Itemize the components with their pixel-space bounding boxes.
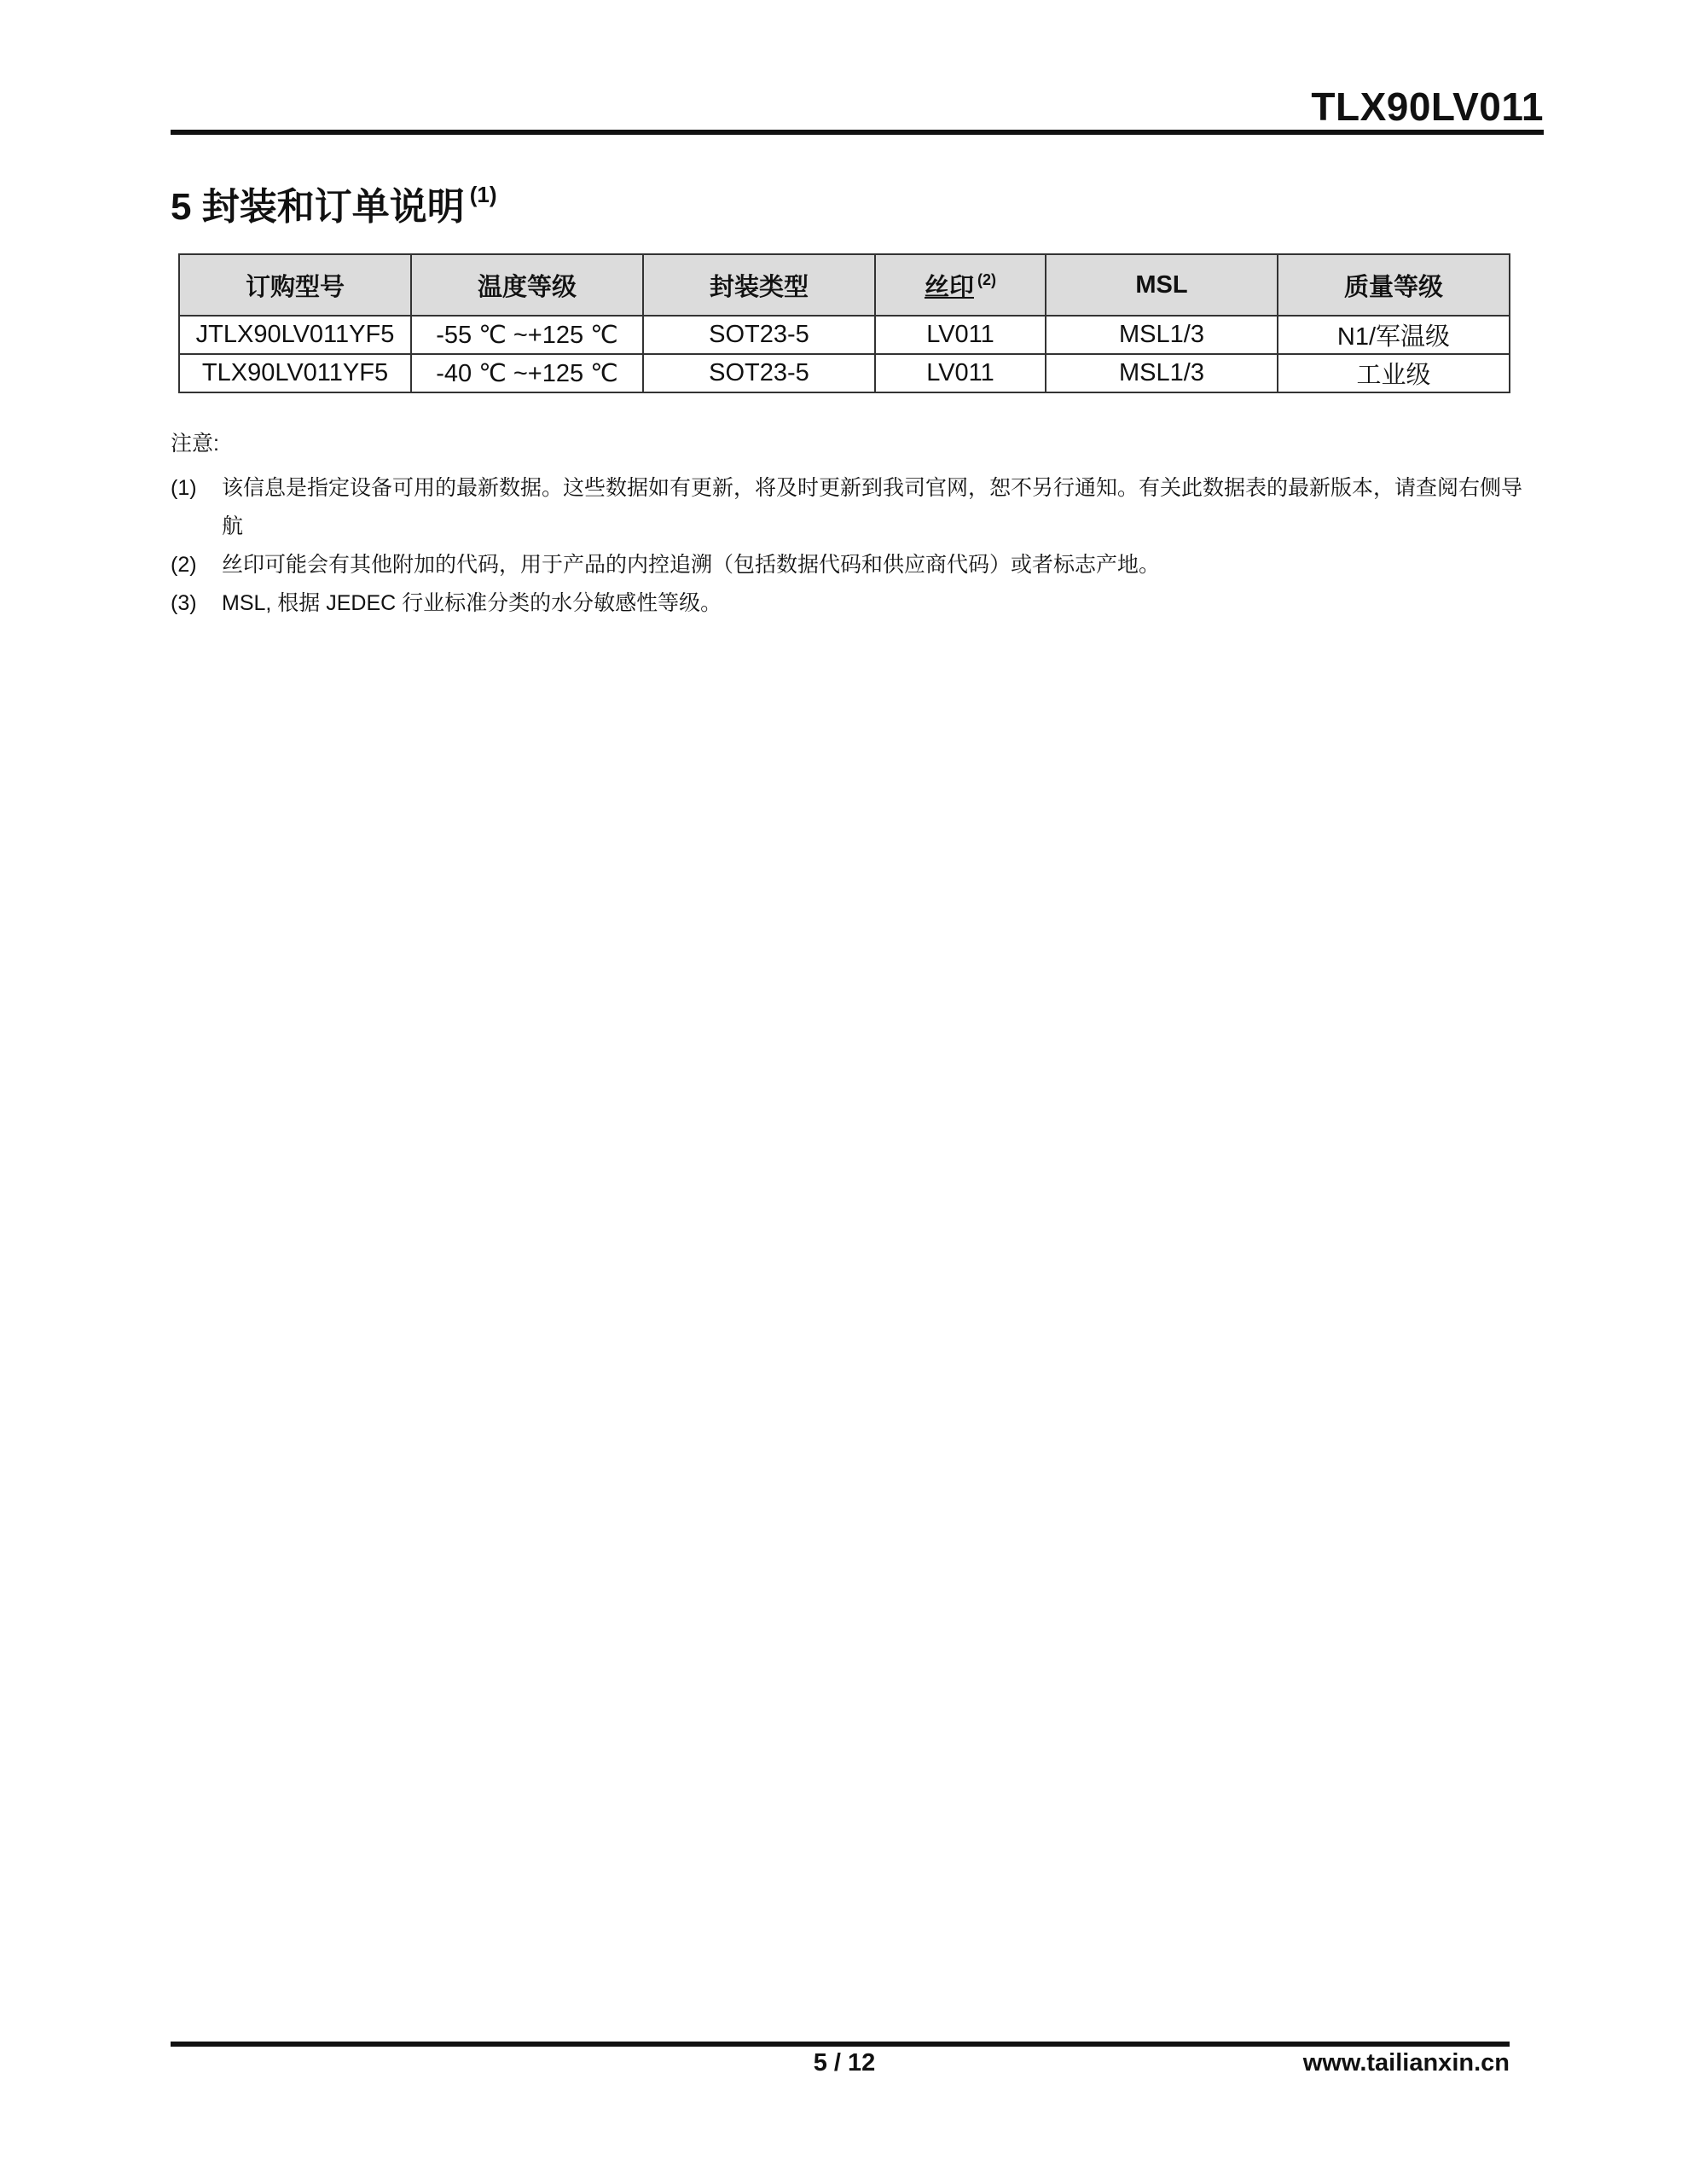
cell-msl: MSL1/3 <box>1046 354 1278 392</box>
document-header-title: TLX90LV011 <box>1311 84 1544 129</box>
cell-package-type: SOT23-5 <box>643 354 875 392</box>
header-msl: MSL <box>1046 254 1278 316</box>
ordering-table <box>178 253 1510 393</box>
header-package-type: 封装类型 <box>643 254 875 316</box>
header-marking-label: 丝印 <box>924 273 974 301</box>
cell-quality-grade: N1/军温级 <box>1278 316 1510 354</box>
cell-order-model: JTLX90LV011YF5 <box>179 316 411 354</box>
note-text: 该信息是指定设备可用的最新数据。这些数据如有更新，将及时更新到我司官网，恕不另行通知。有关此数据表的最新版本，请查阅右侧导航 <box>222 476 1523 538</box>
note-text: MSL, 根据 JEDEC 行业标准分类的水分敏感性等级。 <box>222 591 722 615</box>
cell-marking: LV011 <box>875 354 1046 392</box>
header-marking <box>875 254 1046 316</box>
cell-marking: LV011 <box>875 316 1046 354</box>
header-quality-grade: 质量等级 <box>1278 254 1510 316</box>
note-number: (2) <box>171 553 197 577</box>
page-number: 5 / 12 <box>813 2049 876 2077</box>
table-header-row <box>179 254 1510 316</box>
notes-section <box>171 427 1535 623</box>
note-item <box>171 469 1535 546</box>
cell-temperature-grade: -55 ℃ ~+125 ℃ <box>411 316 643 354</box>
note-item <box>171 546 1535 584</box>
header-marking-note-ref: (2) <box>977 270 996 288</box>
section-title-note-ref: (1) <box>469 182 497 207</box>
header-order-model: 订购型号 <box>179 254 411 316</box>
table-row <box>179 354 1510 392</box>
cell-order-model: TLX90LV011YF5 <box>179 354 411 392</box>
note-item <box>171 584 1535 623</box>
note-number: (3) <box>171 591 197 615</box>
cell-msl: MSL1/3 <box>1046 316 1278 354</box>
cell-temperature-grade: -40 ℃ ~+125 ℃ <box>411 354 643 392</box>
section-title-text: 5 封装和订单说明 <box>171 186 465 228</box>
note-number: (1) <box>171 476 197 500</box>
note-text: 丝印可能会有其他附加的代码，用于产品的内控追溯（包括数据代码和供应商代码）或者标志产地。 <box>222 553 1161 577</box>
table-row <box>179 316 1510 354</box>
section-title <box>171 176 496 230</box>
header-temperature-grade: 温度等级 <box>411 254 643 316</box>
cell-package-type: SOT23-5 <box>643 316 875 354</box>
header-rule <box>171 130 1544 135</box>
notes-title: 注意: <box>171 432 219 456</box>
cell-quality-grade: 工业级 <box>1278 354 1510 392</box>
website-link[interactable]: www.tailianxin.cn <box>1302 2049 1510 2077</box>
footer-rule <box>171 2042 1510 2047</box>
